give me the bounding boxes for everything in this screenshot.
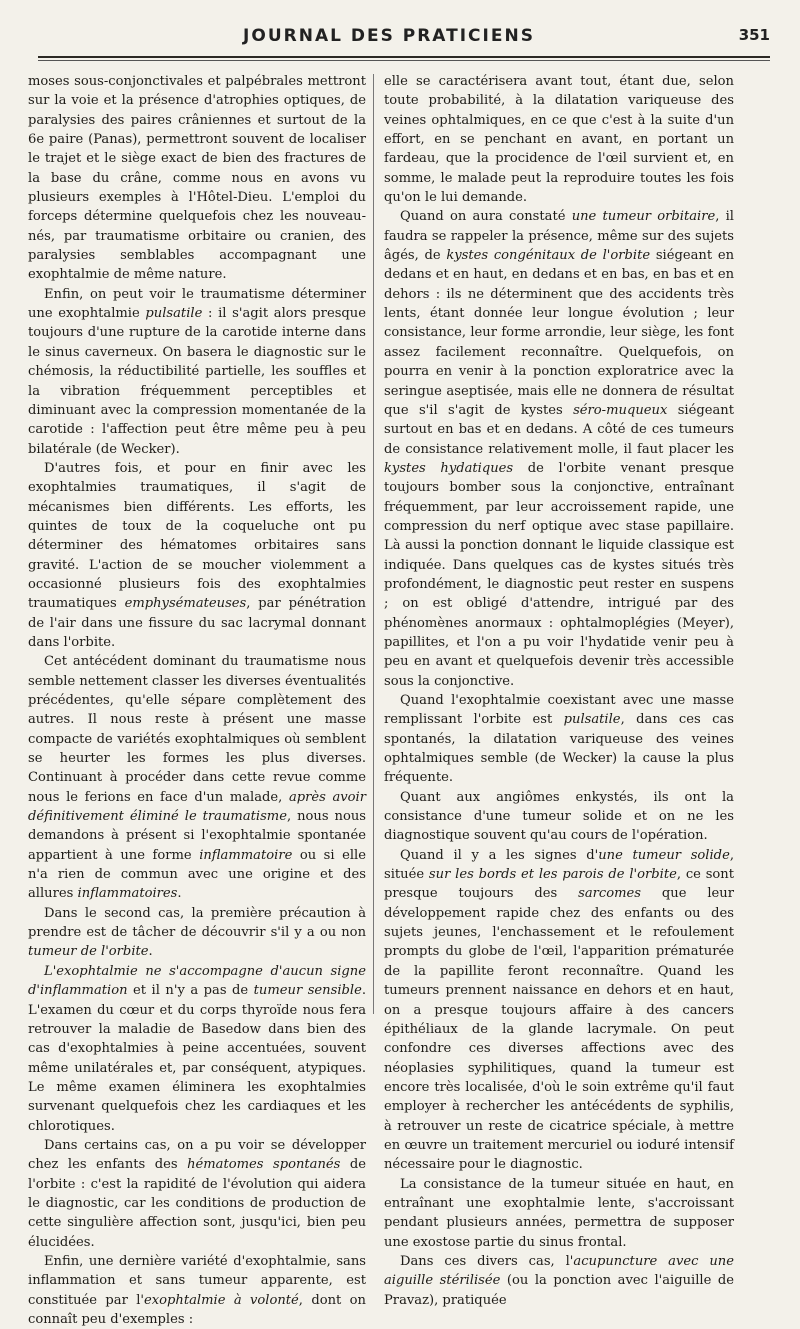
text-segment: . L'examen du cœur et du corps thyroïde nous fera retrouver la maladie de Basedow dans bien des cas d'exophtalmies à peine accentuées, souvent même unilatérales et, par conséquent, atypiques. Le même examen éliminera les exophtalmies survenant quelquefois chez les cardiaques et les chlorotiques. [28, 983, 366, 1134]
italic-text: inflammatoire [199, 847, 293, 863]
paragraph [384, 788, 734, 846]
italic-text: L'exophtalmie ne s'accompagne d'aucun signe d'inflammation [28, 963, 366, 999]
header-rule-thin [38, 60, 770, 61]
text-segment: D'autres fois, et pour en finir avec les exophtalmies traumatiques, il s'agit de mécanismes bien différents. Les efforts, les quintes de toux de la coqueluche ont pu déterminer des hématomes orbitaires sans gravité. L'action de se moucher violemment a occasionné plusieurs fois des exophtalmies traumatiques [28, 460, 366, 612]
italic-text: une tumeur orbitaire [571, 209, 716, 225]
italic-text: après avoir définitivement éliminé le traumatisme [28, 789, 367, 825]
page-header [38, 26, 770, 50]
paragraph [28, 1252, 366, 1329]
paragraph [28, 962, 366, 1136]
text-segment: elle se caractérisera avant tout, étant due, selon toute probabilité, à la dilatation variqueuse des veines ophtalmiques, en ce que c'est à la suite d'un effort, en se penchant en avant, en portant un fardeau, que la procidence de l'œil survient et, en somme, le malade peut la reproduire toutes les fois qu'on le lui demande. [384, 74, 734, 206]
page-number: 351 [738, 26, 770, 44]
paragraph [384, 846, 734, 1175]
text-segment: Cet antécédent dominant du traumatisme nous semble nettement classer les diverses éventualités précédentes, qu'elle sépare complètement des autres. Il nous reste à présent une masse compacte de variétés exophtalmiques où semblent se heurter les formes les plus diverses. Continuant à procéder dans cette revue comme nous le ferions en face d'un malade, [28, 654, 366, 805]
italic-text: emphysémateuses [124, 596, 247, 612]
paragraph [28, 1136, 366, 1252]
italic-text: sur les bords et les parois de l'orbite [428, 867, 677, 883]
italic-text: inflammatoires [77, 886, 178, 902]
text-segment: , nous nous demandons à présent si l'exophtalmie spontanée appartient à une forme [28, 809, 366, 863]
text-segment: moses sous-conjonctivales et palpébrales mettront sur la voie et la présence d'atrophies optiques, de paralysies des paires crâniennes et surtout de la 6e paire (Panas), permettront souvent de localiser le trajet et le siège exact de bien des fractures de la base du crâne, comme nous en avons vu plusieurs exemples à l'Hôtel-Dieu. L'emploi du forceps détermine quelquefois chez les nouveau-nés, par traumatisme orbitaire ou cranien, des paralysies semblables accompagnant une exophtalmie de même nature. [28, 74, 366, 283]
italic-text: sarcomes [578, 886, 642, 902]
text-segment: Quand l'exophtalmie coexistant avec une masse remplissant l'orbite est [384, 693, 734, 728]
italic-text: exophtalmie à volonté [144, 1292, 299, 1308]
column-divider [373, 74, 374, 1014]
text-segment: (ou la ponction avec l'aiguille de Pravaz), pratiquée [384, 1273, 734, 1308]
text-segment: ou si elle n'a rien de commun avec une origine et des allures [28, 847, 366, 902]
paragraph [28, 459, 366, 652]
text-segment: de l'orbite : c'est la rapidité de l'évolution qui aidera le diagnostic, car les conditions de production de cette singulière affection sont, jusqu'ici, bien peu élucidées. [28, 1157, 366, 1250]
italic-text: pulsatile [145, 306, 203, 322]
italic-text: hématomes spontanés [187, 1157, 341, 1173]
text-segment: , dont on connaît peu d'exemples : [28, 1292, 366, 1327]
italic-text: pulsatile [563, 712, 621, 728]
text-segment: , dans ces cas spontanés, la dilatation variqueuse des veines ophtalmiques semble (de Wecker) la cause la plus fréquente. [384, 712, 734, 786]
text-segment: Enfin, on peut voir le traumatisme déterminer une exophtalmie [28, 286, 366, 322]
italic-text: acupuncture avec une aiguille stérilisée [384, 1253, 734, 1289]
text-segment: Dans le second cas, la première précaution à prendre est de tâcher de découvrir s'il y a ou non [28, 905, 366, 941]
italic-text: tumeur sensible [253, 983, 362, 999]
paragraph [28, 904, 366, 962]
text-segment: , située [384, 847, 734, 883]
paragraph [384, 1252, 734, 1310]
italic-text: kystes hydatiques [384, 460, 514, 476]
italic-text: une tumeur solide [598, 847, 730, 863]
text-segment: Quant aux angiômes enkystés, ils ont la consistance d'une tumeur solide et on ne les diagnostique souvent qu'au cours de l'opération. [384, 789, 734, 844]
paragraph [384, 72, 734, 207]
text-segment: : il s'agit alors presque toujours d'une rupture de la carotide interne dans le sinus caverneux. On basera le diagnostic sur le chémosis, la réductibilité partielle, les souffles et la vibration fréquemment perceptibles et diminuant avec la compression momentanée de la carotide : l'affection peut être même peu à peu bilatérale (de Wecker). [28, 306, 366, 457]
text-segment: que leur développement rapide chez des enfants ou des sujets jeunes, l'enchassement et le refoulement prompts du globe de l'œil, l'apparition prématurée de la papillite feront reconnaître. Quand les tumeurs prennent naissance en dehors et en haut, on a presque toujours affaire à des cancers épithéliaux de la glande lacrymale. On peut confondre ces diverses affections avec des néoplasies syphilitiques, quand la tumeur est encore très localisée, d'où le soin extrême qu'il faut employer à rechercher les antécédents de syphilis, à retrouver un reste de cicatrice spéciale, à mettre en œuvre un traitement mercuriel ou ioduré intensif nécessaire pour le diagnostic. [384, 886, 734, 1173]
paragraph [28, 72, 366, 285]
text-segment: , il faudra se rappeler la présence, même sur des sujets âgés, de [384, 209, 734, 264]
text-segment: . [148, 944, 153, 960]
text-segment: Dans ces divers cas, l' [400, 1253, 574, 1269]
running-title: JOURNAL DES PRATICIENS [243, 26, 535, 46]
right-column [384, 72, 734, 1310]
text-segment: , ce sont presque toujours des [384, 867, 735, 902]
text-segment: et il n'y a pas de [127, 983, 254, 999]
italic-text: kystes congénitaux de l'orbite [446, 248, 651, 264]
text-segment: siégeant en dedans et en haut, en dedans et en bas, en bas et en dehors : ils ne déterminent que des accidents très lents, étant donnée leur longue évolution ; leur consistance, leur forme arrondie, leur siège, les font assez facilement reconnaître. Quelquefois, on pourra en venir à la ponction exploratrice avec la seringue aseptisée, mais elle ne donnera de résultat que s'il s'agit de kystes [384, 248, 734, 418]
paragraph [384, 207, 734, 691]
paragraph [28, 652, 366, 903]
text-segment: Quand on aura constaté [400, 209, 572, 225]
paragraph [384, 691, 734, 788]
header-rule [38, 56, 770, 58]
paragraph [384, 1175, 734, 1252]
text-segment: La consistance de la tumeur située en haut, en entraînant une exophtalmie lente, s'accroissant pendant plusieurs années, permettra de supposer une exostose partie du sinus frontal. [384, 1176, 734, 1250]
text-segment: Enfin, une dernière variété d'exophtalmie, sans inflammation et sans tumeur apparente, est constituée par l' [28, 1253, 366, 1308]
text-segment: , par pénétration de l'air dans une fissure du sac lacrymal donnant dans l'orbite. [28, 596, 366, 650]
text-segment: siégeant surtout en bas et en dedans. A côté de ces tumeurs de consistance relativement molle, il faut placer les [384, 402, 735, 457]
text-segment: . [177, 886, 182, 902]
paragraph [28, 285, 366, 459]
italic-text: séro-muqueux [573, 402, 668, 418]
text-segment: de l'orbite venant presque toujours bomber sous la conjonctive, entraînant fréquemment, par leur accroissement rapide, une compression du nerf optique avec stase papillaire. Là aussi la ponction donnant le liquide classique est indiquée. Dans quelques cas de kystes situés très profondément, le diagnostic peut rester en suspens ; on est obligé d'attendre, intrigué par des phénomènes anormaux : ophtalmoplégies (Meyer), papillites, et l'on a pu voir l'hydatide venir peu à peu en avant et quelquefois devenir très accessible sous la conjonctive. [384, 460, 734, 689]
left-column [28, 72, 366, 1329]
italic-text: tumeur de l'orbite [28, 944, 149, 960]
text-segment: Quand il y a les signes d' [400, 847, 599, 863]
text-segment: Dans certains cas, on a pu voir se développer chez les enfants des [28, 1137, 366, 1173]
